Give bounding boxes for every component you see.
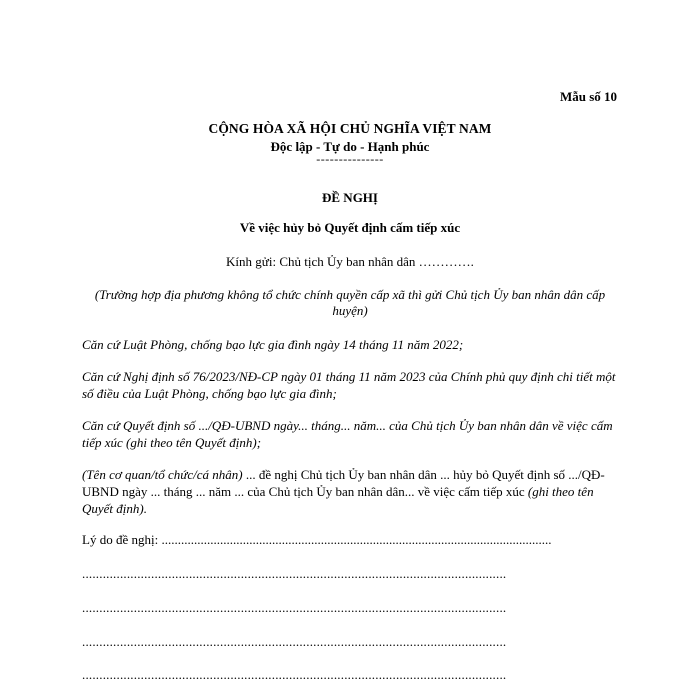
recipient-note: (Trường hợp địa phương không tổ chức chính quyền cấp xã thì gửi Chủ tịch Ủy ban nhân dân cấp huyện): [94, 287, 606, 318]
form-number: Mẫu số 10: [559, 89, 617, 104]
request-paragraph: [82, 466, 622, 517]
requester-placeholder: (Tên cơ quan/tổ chức/cá nhân): [82, 467, 243, 482]
legal-basis-decree: Căn cứ Nghị định số 76/2023/NĐ-CP ngày 01 tháng 11 năm 2023 của Chính phủ quy định chi tiết một số điều của Luật Phòng, chống bạo lực gia đình;: [82, 369, 616, 401]
reason-fill-line[interactable]: ...........................................................................................................................: [82, 667, 507, 682]
motto: Độc lập - Tự do - Hạnh phúc: [270, 139, 430, 154]
reason-fill-line[interactable]: ...........................................................................................................................: [82, 566, 507, 581]
reason-label: Lý do đề nghị:: [82, 532, 162, 547]
document-subject: Về việc hủy bỏ Quyết định cấm tiếp xúc: [239, 220, 461, 235]
legal-basis-decision: Căn cứ Quyết định số .../QĐ-UBND ngày... tháng... năm... của Chủ tịch Ủy ban nhân dân về việc cấm tiếp xúc (ghi theo tên Quyết định);: [82, 418, 613, 450]
reason-fill-line[interactable]: ........................................................................................................................: [161, 532, 552, 547]
legal-basis-law: Căn cứ Luật Phòng, chống bạo lực gia đình ngày 14 tháng 11 năm 2022;: [82, 337, 464, 352]
heading-divider: ---------------: [316, 152, 384, 166]
reason-fill-line[interactable]: ...........................................................................................................................: [82, 634, 507, 649]
recipient-line: Kính gửi: Chủ tịch Ủy ban nhân dân ………….: [226, 254, 474, 269]
document-title: ĐỀ NGHỊ: [322, 190, 378, 205]
decision-name-note: (ghi theo tên Quyết định).: [82, 484, 594, 516]
reason-row: [82, 532, 551, 548]
nation-heading: CỘNG HÒA XÃ HỘI CHỦ NGHĨA VIỆT NAM: [208, 121, 492, 136]
reason-fill-line[interactable]: ...........................................................................................................................: [82, 600, 507, 615]
request-body: ... đề nghị Chủ tịch Ủy ban nhân dân ... hủy bỏ Quyết định số .../QĐ-UBND ngày ... tháng ... năm ... của Chủ tịch Ủy ban nhân dân... về việc cấm tiếp xúc: [82, 467, 605, 499]
